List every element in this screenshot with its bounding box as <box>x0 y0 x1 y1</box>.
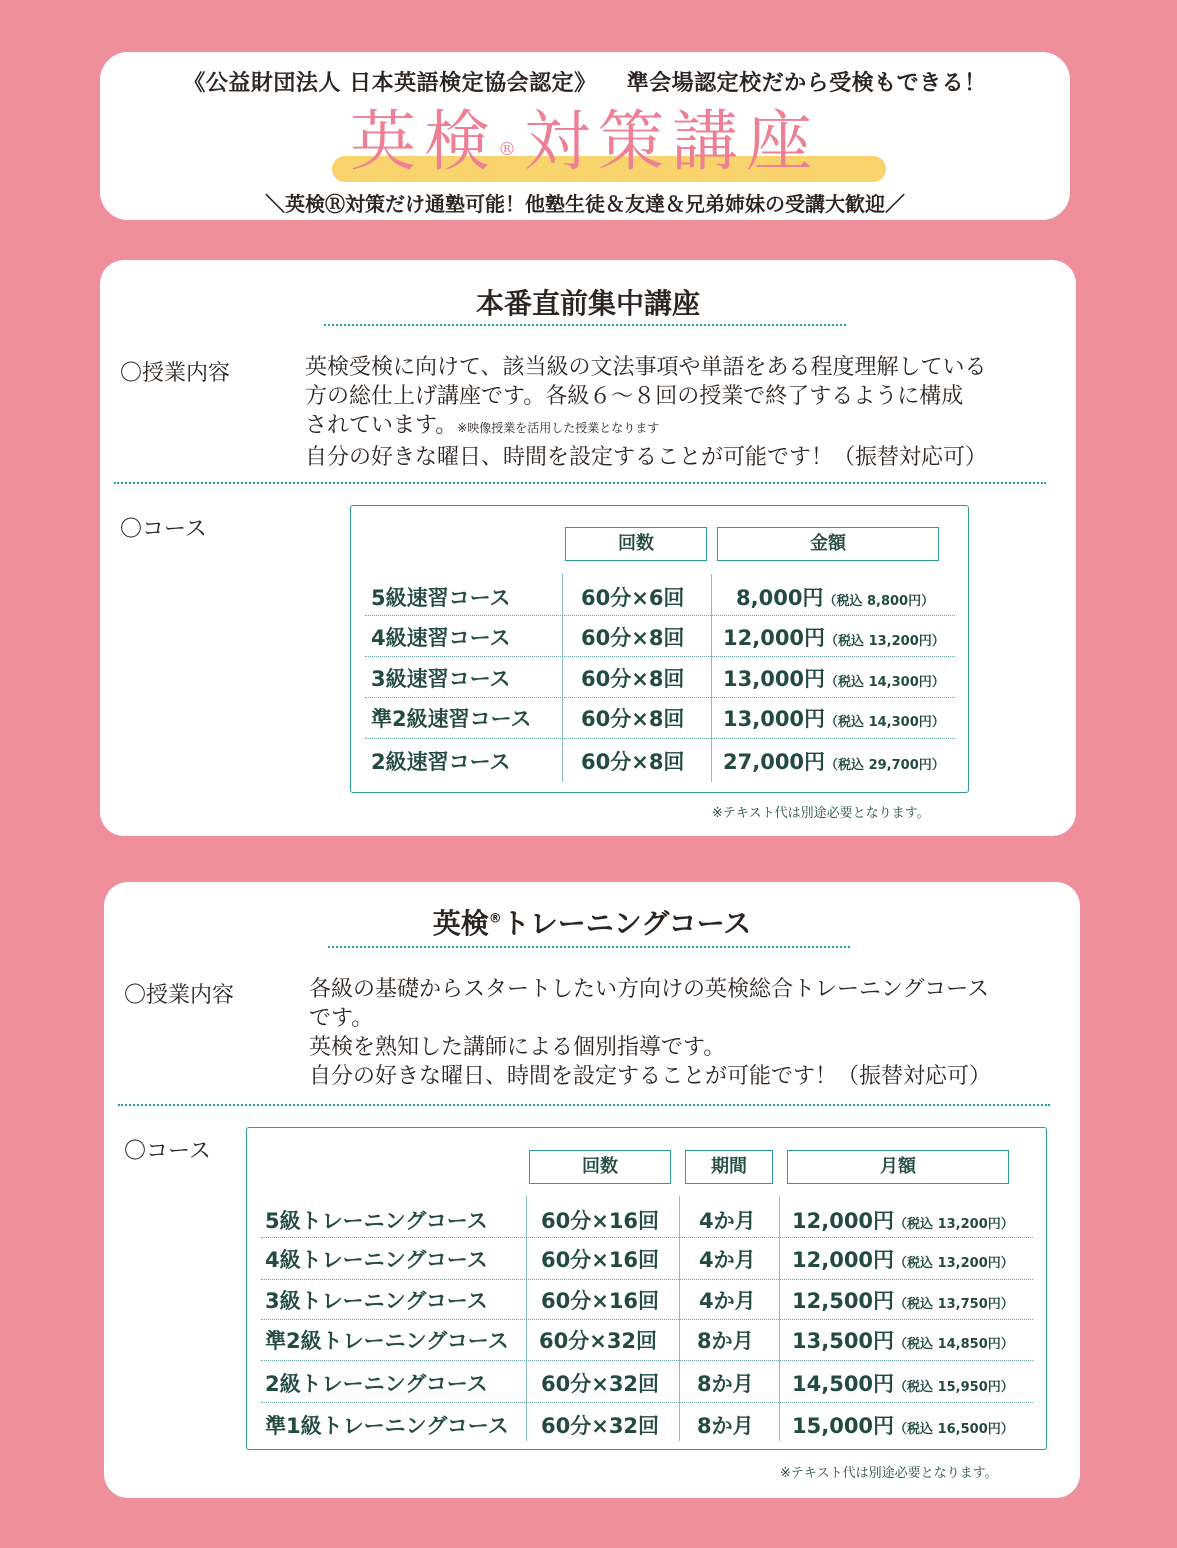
course-table: 回数 金額 5級速習コース 60分×6回 8,000円（税込 8,800円） 4級速習コース 60分×8回 12,000円（税込 13,200円） 3級速習コース 60分×8回 13,000円（税込 14,300円） 準2級速習コース 60分×8回 13,000円（税込 14,300円） 2級速習コース 60分×8回 27,000円（税込 29,700円） <box>350 505 969 793</box>
video-note: ※映像授業を活用した授業となります <box>457 421 660 435</box>
page-title: 英検®対策講座 <box>350 103 820 180</box>
course-table: 回数 期間 月額 5級トレーニングコース 60分×16回 4か月 12,000円（税込 13,200円） 4級トレーニングコース 60分×16回 4か月 12,000円（税込 13,200円） 3級トレーニングコース 60分×16回 4か月 12,500円（税込 13,750円） 準2級トレーニングコース 60分×32回 8か月 13,500円（税込 14,850円） 2級トレーニングコース 60分×32回 8か月 14,500円（税込 15,950円） 準1級トレーニングコース 60分×32回 8か月 15,000円（税込 16,500円） <box>246 1127 1047 1450</box>
header-monthly-fee: 月額 <box>787 1150 1009 1184</box>
textbook-note: ※テキスト代は別途必要となります。 <box>712 806 930 821</box>
header-subline: ＼英検Ⓡ対策だけ通塾可能！他塾生徒＆友達＆兄弟姉妹の受講大歓迎／ <box>265 192 905 216</box>
course-label: 〇コース <box>120 517 207 542</box>
header-count: 回数 <box>529 1150 671 1184</box>
header-period: 期間 <box>685 1150 773 1184</box>
content-description: 英検受検に向けて、該当級の文法事項や単語をある程度理解している 方の総仕上げ講座です。各級６～８回の授業で終了するように構成 されています。※映像授業を活用した授業となります 自分の好きな曜日、時間を設定することが可能です！（振替対応可） <box>305 355 988 470</box>
content-divider <box>114 482 1046 484</box>
section-title: 本番直前集中講座 <box>475 287 700 320</box>
header-card <box>100 52 1070 220</box>
certification-text: 《公益財団法人 日本英語検定協会認定》 <box>183 71 597 96</box>
title-divider <box>324 324 846 326</box>
content-description: 各級の基礎からスタートしたい方向けの英検総合トレーニングコース です。 英検を熟知した講師による個別指導です。 自分の好きな曜日、時間を設定することが可能です！（振替対応可） <box>309 977 992 1089</box>
course-label: 〇コース <box>124 1139 211 1164</box>
registered-mark: ® <box>498 139 524 160</box>
header-price: 金額 <box>717 527 939 561</box>
section-title: 英検®トレーニングコース <box>432 907 752 940</box>
textbook-note: ※テキスト代は別途必要となります。 <box>780 1466 998 1481</box>
registered-mark: ® <box>488 911 502 927</box>
title-block <box>100 102 1070 182</box>
content-label: 〇授業内容 <box>124 983 235 1008</box>
header-top-line <box>100 66 1070 97</box>
intensive-course-card <box>100 260 1076 836</box>
header-count: 回数 <box>565 527 707 561</box>
content-label: 〇授業内容 <box>120 361 231 386</box>
test-site-text: 準会場認定校だから受検もできる！ <box>626 71 987 96</box>
title-divider <box>328 946 850 948</box>
training-course-card <box>104 882 1080 1498</box>
content-divider <box>118 1104 1050 1106</box>
